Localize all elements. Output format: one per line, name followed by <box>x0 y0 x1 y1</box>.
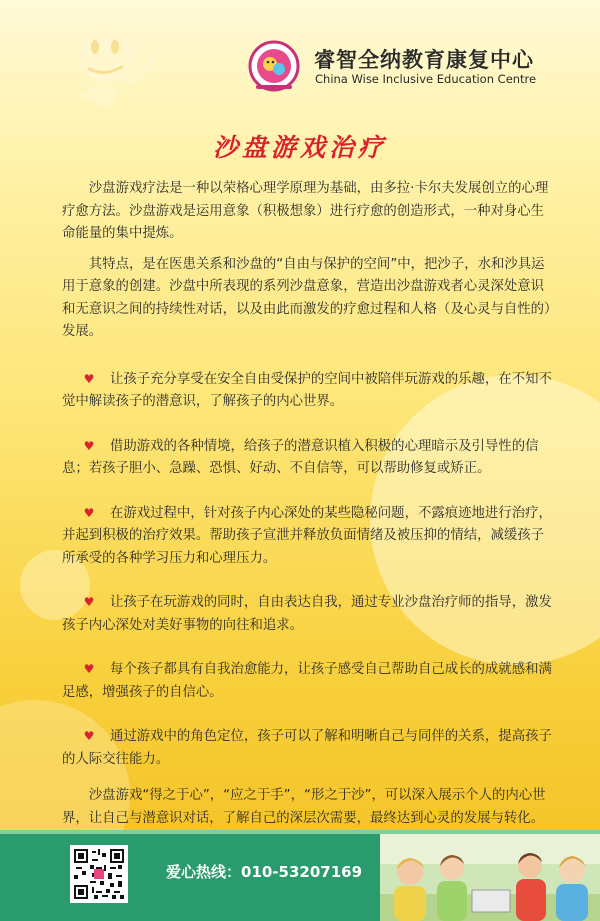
bullet-item <box>62 435 552 481</box>
bullet-text: 通过游戏中的角色定位，孩子可以了解和明晰自己与同伴的关系，提高孩子的人际交往能力。 <box>62 729 552 767</box>
bullet-item <box>62 591 552 637</box>
heart-icon: ♥ <box>83 505 95 520</box>
mascot-icon <box>68 10 158 110</box>
brand-name-en: China Wise Inclusive Education Centre <box>315 72 537 86</box>
intro-paragraph: 其特点，是在医患关系和沙盘的“自由与保护的空间”中，把沙子，水和沙具运用于意象的创建。沙盘中所表现的系列沙盘意象，营造出沙盘游戏者心灵深处意识和无意识之间的持续性对话，以及由此而激发的疗愈过程和人格（及心灵与自性的）发展。 <box>62 256 551 339</box>
bullet-item <box>62 368 552 414</box>
heart-icon: ♥ <box>83 438 95 453</box>
heart-icon: ♥ <box>83 729 95 743</box>
bullet-text: 借助游戏的各种情境，给孩子的潜意识植入积极的心理暗示及引导性的信息；若孩子胆小、急躁、恐惧、好动、不自信等，可以帮助修复或矫正。 <box>62 438 539 476</box>
bullet-item <box>62 725 552 771</box>
closing-paragraph: 沙盘游戏“得之于心”，“应之于手”，“形之于沙”，可以深入展示个人的内心世界，让自己与潜意识对话，了解自己的深层次需要，最终达到心灵的发展与转化。 <box>62 788 546 826</box>
logo-badge-icon <box>248 40 300 92</box>
bullet-item <box>62 502 552 571</box>
heart-icon: ♥ <box>83 371 95 386</box>
children-photo <box>380 834 600 921</box>
bullet-text: 让孩子在玩游戏的同时，自由表达自我，通过专业沙盘治疗师的指导，激发孩子内心深处对美好事物的向往和追求。 <box>62 595 552 633</box>
article-body <box>62 178 552 838</box>
hotline-text: 爱心热线：010-53207169 <box>166 863 363 881</box>
qr-code-icon <box>70 845 128 903</box>
footer-bar <box>0 830 600 921</box>
brand-name-cn: 睿智全纳教育康复中心 <box>314 48 534 72</box>
heart-icon: ♥ <box>83 662 95 676</box>
bullet-text: 每个孩子都具有自我治愈能力，让孩子感受自己帮助自己成长的成就感和满足感，增强孩子的自信心。 <box>62 662 552 700</box>
heart-icon: ♥ <box>83 595 95 609</box>
page-title: 沙盘游戏治疗 <box>212 133 387 162</box>
bullet-text: 在游戏过程中，针对孩子内心深处的某些隐秘问题，不露痕迹地进行治疗，并起到积极的治疗效果。帮助孩子宣泄并释放负面情绪及被压抑的情结，减缓孩子所承受的各种学习压力和心理压力。 <box>62 505 552 566</box>
intro-paragraph: 沙盘游戏疗法是一种以荣格心理学原理为基础，由多拉·卡尔夫发展创立的心理疗愈方法。沙盘游戏是运用意象（积极想象）进行疗愈的创造形式，一种对身心生命能量的集中提炼。 <box>62 181 549 241</box>
bullet-item <box>62 658 552 704</box>
bullet-text: 让孩子充分享受在安全自由受保护的空间中被陪伴玩游戏的乐趣，在不知不觉中解读孩子的潜意识，了解孩子的内心世界。 <box>62 371 552 409</box>
